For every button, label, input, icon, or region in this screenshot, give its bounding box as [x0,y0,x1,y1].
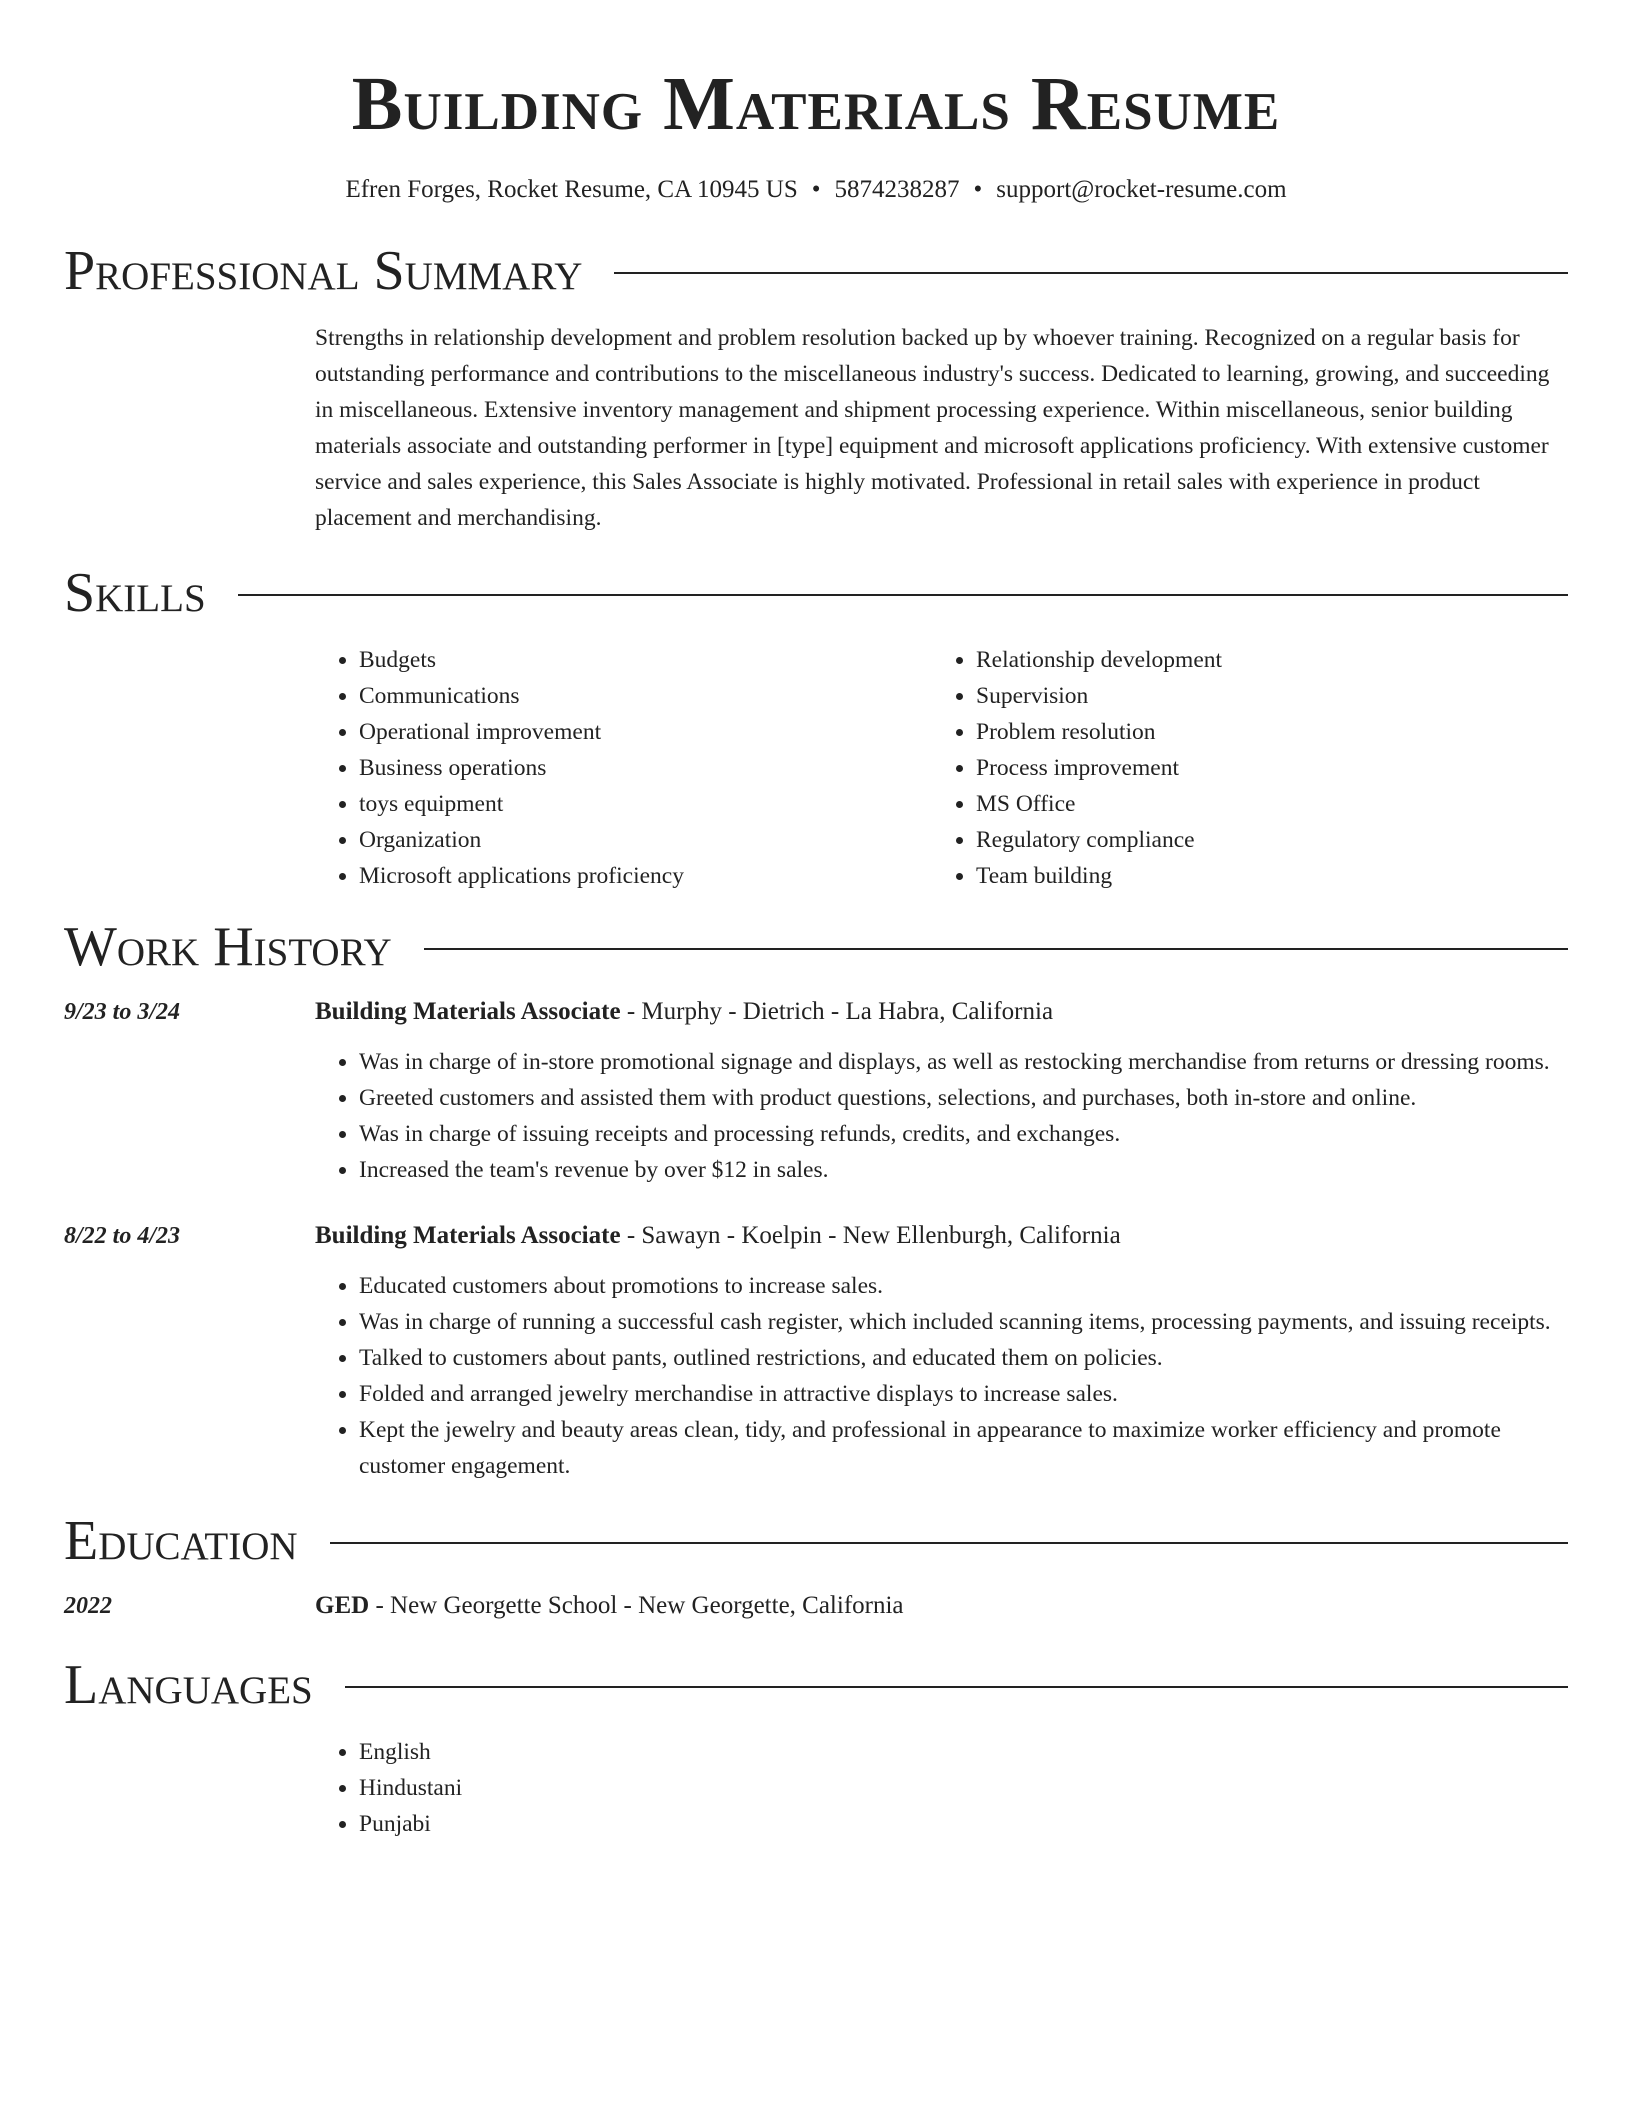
skills-left-list [315,642,932,894]
job-bullet: • Increased the team's revenue by over $12 in sales. [359,1152,1568,1188]
skill-item: • Microsoft applications proficiency [359,858,932,894]
education-degree: GED [315,1592,370,1619]
job-spacer [64,1188,1568,1218]
work-heading: Work History [64,916,392,978]
skill-item: • Operational improvement [359,714,932,750]
language-item: • English [359,1734,1568,1770]
education-heading-row [64,1506,1568,1576]
job-details: - Murphy - Dietrich - La Habra, California [620,998,1054,1025]
contact-separator: • [973,176,983,203]
job-bullet: • Talked to customers about pants, outlined restrictions, and educated them on policies. [359,1340,1568,1376]
skill-item: • Process improvement [976,750,1549,786]
education-details: - New Georgette School - New Georgette, California [369,1592,904,1619]
section-divider [345,1686,1568,1688]
languages-body [315,1734,1568,1842]
section-divider [614,272,1568,274]
job-bullet: • Educated customers about promotions to increase sales. [359,1268,1568,1304]
skills-heading-row [64,558,1568,628]
summary-section [64,236,1568,536]
education-entry [64,1588,1568,1624]
job-entry [64,994,1568,1188]
section-divider [330,1542,1568,1544]
job-bullet: • Kept the jewelry and beauty areas clean, tidy, and professional in appearance to maximize worker efficiency and promote customer engagement. [359,1412,1568,1484]
skill-item: • Organization [359,822,932,858]
education-section [64,1506,1568,1624]
skills-body [315,642,1568,894]
job-bullet: • Was in charge of issuing receipts and processing refunds, credits, and exchanges. [359,1116,1568,1152]
summary-body [315,320,1568,536]
skill-item: • Supervision [976,678,1549,714]
job-dates: 9/23 to 3/24 [64,999,181,1025]
skill-item: • Business operations [359,750,932,786]
skill-item: • Communications [359,678,932,714]
skill-item: • Problem resolution [976,714,1549,750]
job-main [315,994,1568,1188]
job-title-line [315,1218,1568,1254]
job-main [315,1218,1568,1484]
job-bullet: • Was in charge of running a successful cash register, which included scanning items, processing payments, and issuing receipts. [359,1304,1568,1340]
contact-address: Efren Forges, Rocket Resume, CA 10945 US [345,176,798,203]
skill-item: • Regulatory compliance [976,822,1549,858]
job-bullet: • Was in charge of in-store promotional signage and displays, as well as restocking merchandise from returns or dressing rooms. [359,1044,1568,1080]
section-divider [238,594,1568,596]
skill-item: • toys equipment [359,786,932,822]
languages-section [64,1650,1568,1842]
skill-item: • Relationship development [976,642,1549,678]
work-section [64,912,1568,1484]
languages-heading: Languages [64,1654,313,1716]
contact-separator: • [811,176,821,203]
resume-title: Building Materials Resume [351,62,1281,146]
work-heading-row [64,912,1568,982]
job-entry [64,1218,1568,1484]
education-heading: Education [64,1510,298,1572]
language-item: • Punjabi [359,1806,1568,1842]
job-role: Building Materials Associate [315,998,621,1025]
languages-list [315,1734,1568,1842]
summary-text: Strengths in relationship development and problem resolution backed up by whoever training. Recognized on a regular basis for outstanding performance and contributions to the miscellaneous industry's success. Dedicated to learning, growing, and succeeding in miscellaneous. Extensive inventory management and shipment processing experience. Within miscellaneous, senior building materials associate and outstanding performer in [type] equipment and microsoft applications proficiency. With extensive customer service and sales experience, this Sales Associate is highly motivated. Professional in retail sales with experience in product placement and merchandising. [315,325,1550,531]
job-bullet: • Greeted customers and assisted them with product questions, selections, and purchases, both in-store and online. [359,1080,1568,1116]
job-details: - Sawayn - Koelpin - New Ellenburgh, California [620,1222,1121,1249]
language-item: • Hindustani [359,1770,1568,1806]
languages-heading-row [64,1650,1568,1720]
education-year: 2022 [64,1593,112,1619]
education-main [315,1588,1568,1624]
skills-grid [315,642,1568,894]
skill-item: • Budgets [359,642,932,678]
contact-line [64,174,1568,206]
job-bullets [315,1268,1568,1484]
job-title-line [315,994,1568,1030]
skills-section [64,558,1568,894]
contact-phone: 5874238287 [834,176,960,203]
summary-heading-row [64,236,1568,306]
job-role: Building Materials Associate [315,1222,621,1249]
resume-page [64,0,1568,1842]
skills-right-list [932,642,1549,894]
contact-email: support@rocket-resume.com [996,176,1287,203]
skill-item: • MS Office [976,786,1549,822]
skills-heading: Skills [64,562,206,624]
skill-item: • Team building [976,858,1549,894]
job-dates: 8/22 to 4/23 [64,1223,181,1249]
job-bullets [315,1044,1568,1188]
section-divider [424,948,1568,950]
summary-heading: Professional Summary [64,240,583,302]
job-bullet: • Folded and arranged jewelry merchandise in attractive displays to increase sales. [359,1376,1568,1412]
